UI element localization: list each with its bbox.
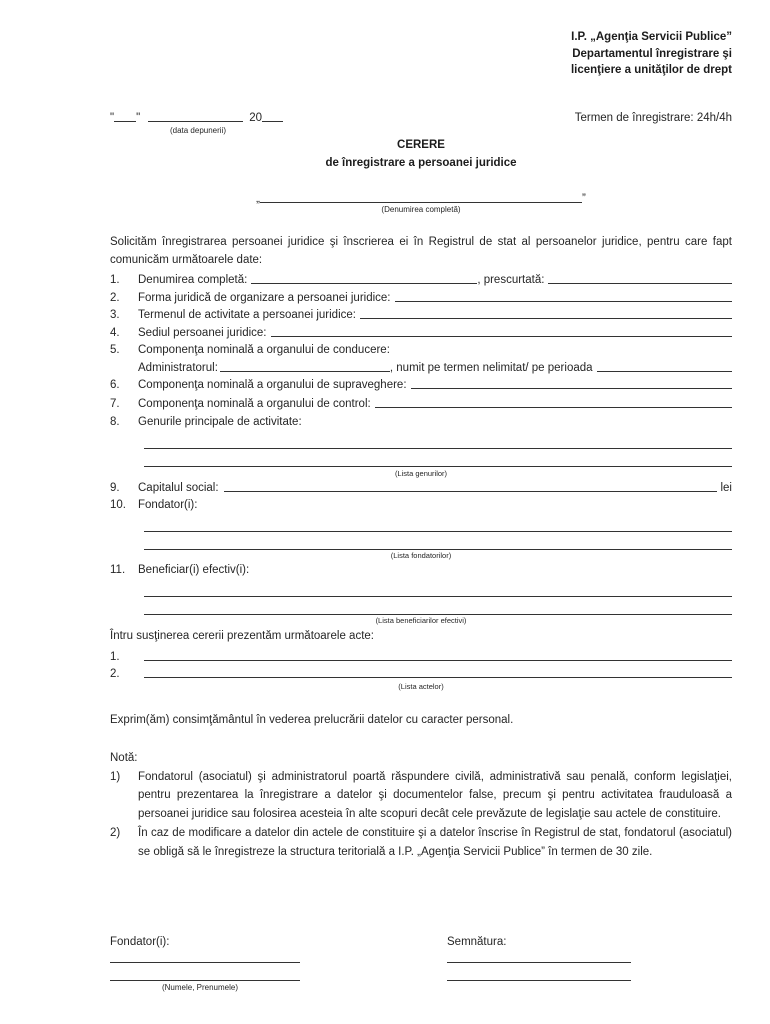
item-number: 1. [110,274,120,286]
registration-term: Termen de înregistrare: 24h/4h [574,112,732,124]
department-name-line-2: licenţiere a unităţilor de drept [570,64,732,76]
note-2 [110,824,732,861]
department-name-line-1: Departamentul înregistrare şi [572,47,732,60]
item-number: 1. [110,651,120,663]
item-number: 5. [110,344,120,356]
supporting-document-field-2 [144,677,732,678]
item-number: 2. [110,668,120,680]
intro-paragraph: Solicităm înregistrarea persoanei juridice şi înscrierea ei în Registrul de stat al persoanelor juridice, pentru care fapt comunicăm următoarele date: [110,236,732,266]
date-year-prefix: 20 [249,112,262,124]
item-label: Beneficiar(i) efectiv(i): [138,564,250,576]
item-2-legal-form [110,289,732,307]
full-name-quote-close: ” [582,193,586,205]
control-body-field [375,407,732,408]
item-number: 7. [110,398,120,410]
founders-field-line-1 [144,531,732,532]
item-11-beneficial-owners [110,561,732,579]
appointment-term-label: , numit pe termen nelimitat/ pe perioada [389,362,593,374]
activities-field-line-2 [144,466,732,467]
supporting-document-row-2 [110,665,732,683]
item-label: Forma juridică de organizare a persoanei juridice: [138,292,391,304]
item-label: Capitalul social: [138,482,219,494]
item-number: 3. [110,309,120,321]
item-label: Denumirea completă: [138,274,248,286]
date-day-field [114,121,136,122]
abbreviated-name-field [548,283,732,284]
supporting-document-field-1 [144,660,732,661]
founders-signature-label: Fondator(i): [110,936,170,948]
legal-form-field [395,301,733,302]
appointment-period-field [597,371,732,372]
full-name-field [260,202,582,203]
date-quote-close: " [136,112,141,124]
date-year-field [262,121,283,122]
form-subtitle: de înregistrare a persoanei juridice [325,157,517,169]
full-name-caption: (Denumirea completă) [381,205,461,214]
supporting-document-row-1 [110,648,732,666]
founders-field-line-2 [144,549,732,550]
headquarters-field [271,336,733,337]
note-number: 2) [110,826,121,839]
submission-date-row [110,109,732,127]
item-label: Componenţa nominală a organului de conducere: [138,344,390,356]
item-number: 8. [110,416,120,428]
administrator-field [220,371,390,372]
currency-unit: lei [720,482,732,494]
supporting-documents-label: Întru susţinerea cererii prezentăm următoarele acte: [110,630,374,642]
item-number: 11. [110,564,126,576]
beneficial-owners-field-line-2 [144,614,732,615]
notes-section [110,749,732,861]
date-caption: (data depunerii) [169,126,227,135]
item-10-founders [110,496,732,514]
supporting-documents-caption: (Lista actelor) [398,682,444,691]
abbreviated-name-label: , prescurtată: [477,274,545,286]
item-7-control-body [110,395,732,413]
administrator-row [138,359,732,377]
item-number: 2. [110,292,120,304]
date-quote-open: " [110,112,115,124]
item-3-activity-term [110,306,732,324]
form-title: CERERE [397,139,445,151]
form-title-block [110,136,732,172]
full-name-quote-open: „ [256,193,260,205]
activity-term-field [360,318,732,319]
activities-caption: (Lista genurilor) [394,469,448,478]
beneficial-owners-caption: (Lista beneficiarilor efectivi) [375,616,467,625]
share-capital-field [224,491,718,492]
item-label: Componenţa nominală a organului de supraveghere: [138,379,407,391]
item-4-headquarters [110,324,732,342]
consent-statement: Exprim(ăm) consimţământul în vederea prelucrării datelor cu caracter personal. [110,714,514,726]
item-label: Termenul de activitate a persoanei juridice: [138,309,356,321]
item-number: 10. [110,499,126,511]
notes-heading: Notă: [110,752,138,764]
beneficial-owners-field-line-1 [144,596,732,597]
item-label: Fondator(i): [138,499,198,511]
item-5-management-body [110,341,732,359]
note-number: 1) [110,770,121,783]
founders-caption: (Lista fondatorilor) [390,551,452,560]
item-9-share-capital [110,479,732,497]
item-label: Genurile principale de activitate: [138,416,302,428]
item-6-supervisory-body [110,376,732,394]
note-text: Fondatorul (asociatul) şi administratorul poartă răspundere civilă, administrativă sau penală, conform legislaţiei, pentru prezentarea la înregistrare a datelor şi documentelor false, precum şi pentru activitatea frauduloasă a persoanei juridice sau folosirea acesteia în alte scopuri decât cele prevăzute de legislaţie sau actele de constituire. [138,770,732,821]
signature-line-2 [447,980,631,981]
item-label: Sediul persoanei juridice: [138,327,267,339]
item-number: 4. [110,327,120,339]
agency-header [571,29,732,79]
item-1-full-name [110,271,732,289]
agency-name: I.P. „Agenţia Servicii Publice” [571,31,732,43]
note-1 [110,768,732,824]
name-caption: (Numele, Prenumele) [161,983,239,992]
supporting-documents-heading [110,627,732,645]
full-name-field [251,283,477,284]
item-number: 6. [110,379,120,391]
item-number: 9. [110,482,120,494]
supervisory-body-field [411,388,732,389]
founder-name-line-2 [110,980,300,981]
founder-name-line-1 [110,962,300,963]
activities-field-line-1 [144,448,732,449]
item-label: Componenţa nominală a organului de control: [138,398,371,410]
signature-line-1 [447,962,631,963]
item-8-main-activities [110,413,732,431]
note-text: În caz de modificare a datelor din actele de constituire şi a datelor înscrise în Registrul de stat, fondatorul (asociatul) se obligă să le înregistreze la structura teritorială a I.P. „Agenţia Servicii Publice” în termen de 30 zile. [138,826,732,858]
signature-label: Semnătura: [447,936,507,948]
administrator-label: Administratorul: [138,362,218,374]
date-month-field [148,121,243,122]
